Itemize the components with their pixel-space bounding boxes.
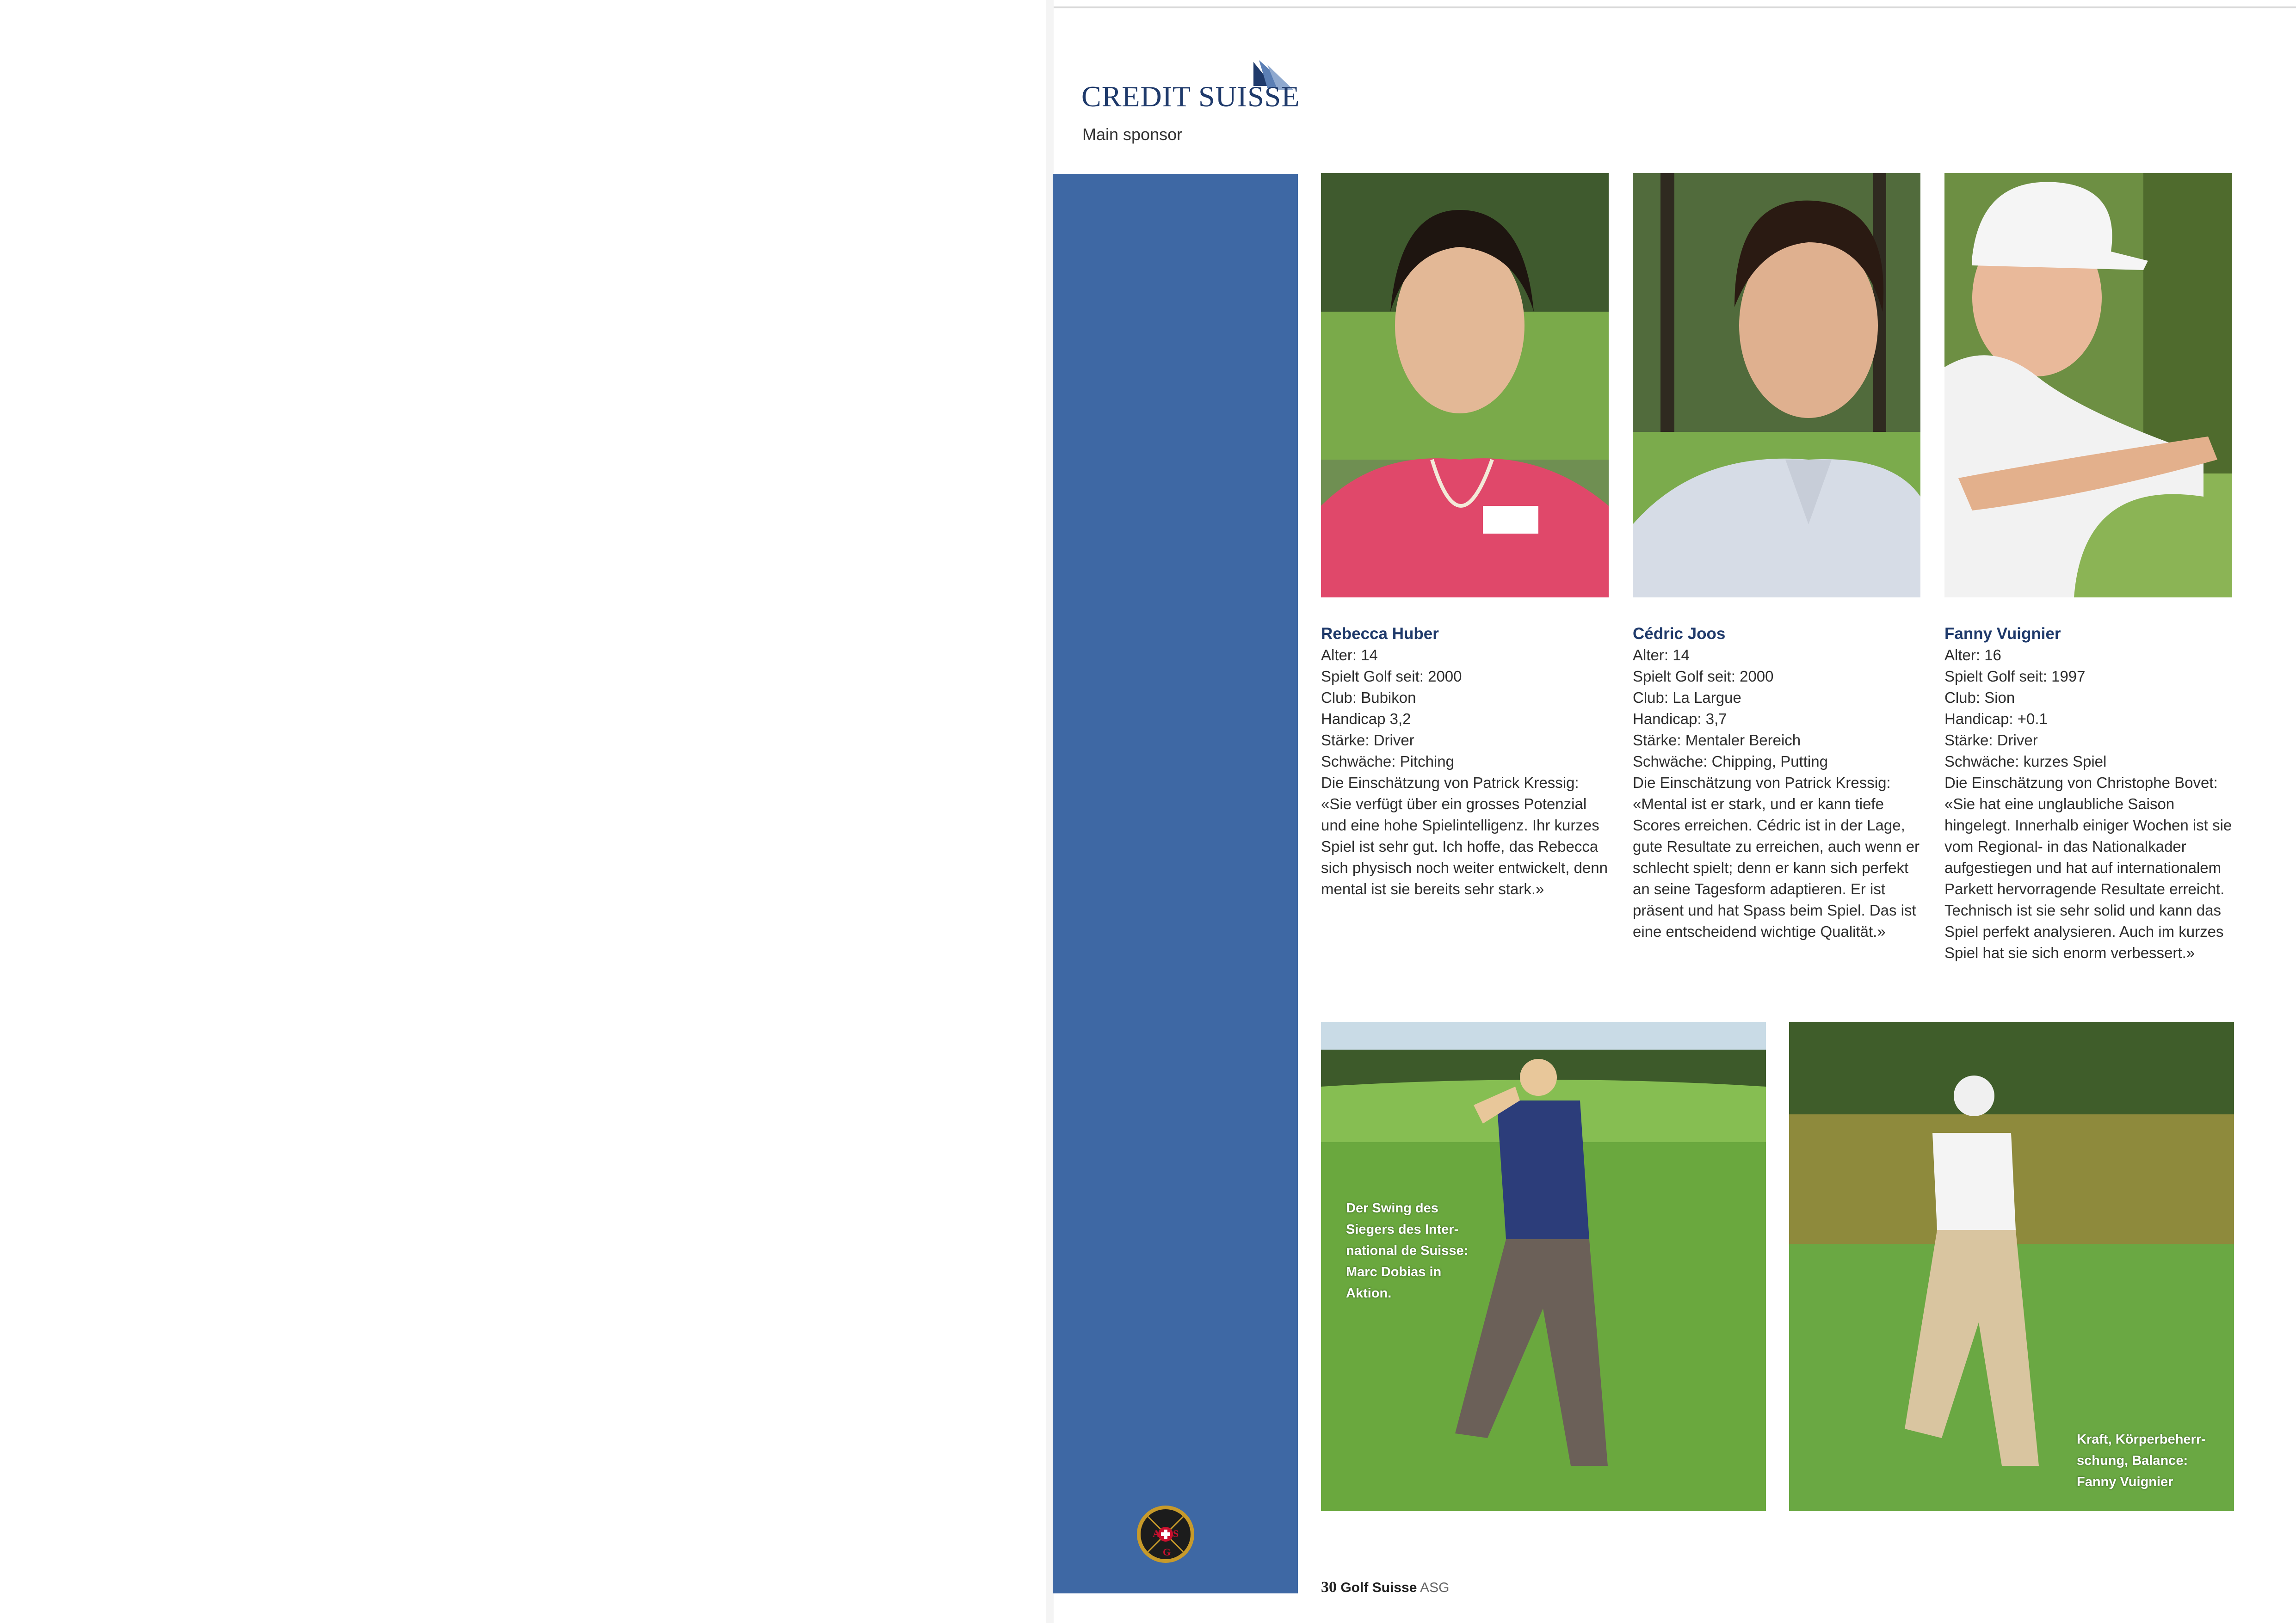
photo-cedric-joos — [1633, 173, 1920, 597]
profile-line: Schwäche: kurzes Spiel — [1944, 753, 2107, 770]
asg-badge — [1135, 1504, 1196, 1565]
profile-line: Handicap 3,2 — [1321, 710, 1411, 727]
profile-line: Schwäche: Pitching — [1321, 753, 1454, 770]
blue-sidebar — [1053, 174, 1298, 1593]
profile-line: Die Einschätzung von Patrick Kressig: — [1321, 774, 1579, 791]
photo-marc-dobias-swing — [1321, 1022, 1766, 1511]
magazine-title: Golf Suisse — [1340, 1580, 1417, 1595]
photo-rebecca-huber — [1321, 173, 1609, 597]
profile-line: Alter: 14 — [1633, 646, 1690, 664]
profile-line: Stärke: Driver — [1321, 732, 1414, 749]
coach-quote: «Sie hat eine unglaubliche Saison hingelegt. Innerhalb einiger Wochen ist sie vom Regional- in das Nationalkader aufgestiegen und hat auf internationalem Parkett hervorragende Resultate erreicht. Technisch ist sie sehr solid und kann das Spiel perfekt analysieren. Auch im kurzes Spiel hat sie sich enorm verbessert.» — [1944, 795, 2232, 961]
player-name: Cédric Joos — [1633, 625, 1726, 643]
coach-quote: «Mental ist er stark, und er kann tiefe Scores erreichen. Cédric ist in der Lage, gute Resultate zu erreichen, auch wenn er schlecht spielt; denn er kann sich perfekt an seine Tagesform adaptieren. Er ist präsent und hat Spass beim Spiel. Das ist eine entscheidend wichtige Qualität.» — [1633, 795, 1920, 940]
player-name: Fanny Vuignier — [1944, 625, 2061, 643]
org-name: ASG — [1420, 1580, 1450, 1595]
logo-text: CREDIT SUISSE — [1081, 80, 1300, 113]
sponsor-label: Main sponsor — [1082, 125, 1183, 144]
profile-line: Handicap: +0.1 — [1944, 710, 2048, 727]
page-number: 30 — [1321, 1579, 1337, 1596]
player-name: Rebecca Huber — [1321, 625, 1439, 643]
profile-line: Schwäche: Chipping, Putting — [1633, 753, 1828, 770]
profile-line: Die Einschätzung von Christophe Bovet: — [1944, 774, 2218, 791]
profile-line: Stärke: Mentaler Bereich — [1633, 732, 1801, 749]
profile-line: Club: Sion — [1944, 689, 2015, 706]
profile-line: Club: La Largue — [1633, 689, 1741, 706]
caption-balance: Kraft, Körperbeherr- schung, Balance: Fanny Vuignier — [2077, 1432, 2206, 1489]
profile-fanny-vuignier — [1944, 623, 2236, 964]
profile-line: Alter: 14 — [1321, 646, 1378, 664]
coach-quote: «Sie verfügt über ein grosses Potenzial und eine hohe Spielintelligenz. Ihr kurzes Spiel ist sehr gut. Ich hoffe, das Rebecca sich physisch noch weiter entwickelt, denn mental ist sie bereits sehr stark.» — [1321, 795, 1608, 898]
svg-text:A: A — [1153, 1528, 1160, 1539]
profile-line: Spielt Golf seit: 1997 — [1944, 668, 2086, 685]
credit-suisse-logo — [1081, 59, 1303, 119]
caption-swing: Der Swing des Siegers des Inter- national de Suisse: Marc Dobias in Aktion. — [1346, 1201, 1469, 1301]
svg-text:G: G — [1163, 1546, 1171, 1558]
photo-fanny-vuignier-balance — [1789, 1022, 2234, 1511]
profile-cedric-joos — [1633, 623, 1924, 942]
profile-line: Die Einschätzung von Patrick Kressig: — [1633, 774, 1891, 791]
profile-line: Handicap: 3,7 — [1633, 710, 1727, 727]
page-footer — [1321, 1579, 1449, 1596]
photo-fanny-vuignier — [1944, 173, 2232, 597]
profile-line: Spielt Golf seit: 2000 — [1321, 668, 1462, 685]
profile-line: Club: Bubikon — [1321, 689, 1416, 706]
profile-line: Alter: 16 — [1944, 646, 2001, 664]
profile-rebecca-huber — [1321, 623, 1612, 900]
svg-text:S: S — [1173, 1528, 1179, 1539]
top-rule — [1054, 6, 2296, 8]
profile-line: Stärke: Driver — [1944, 732, 2038, 749]
profile-line: Spielt Golf seit: 2000 — [1633, 668, 1774, 685]
